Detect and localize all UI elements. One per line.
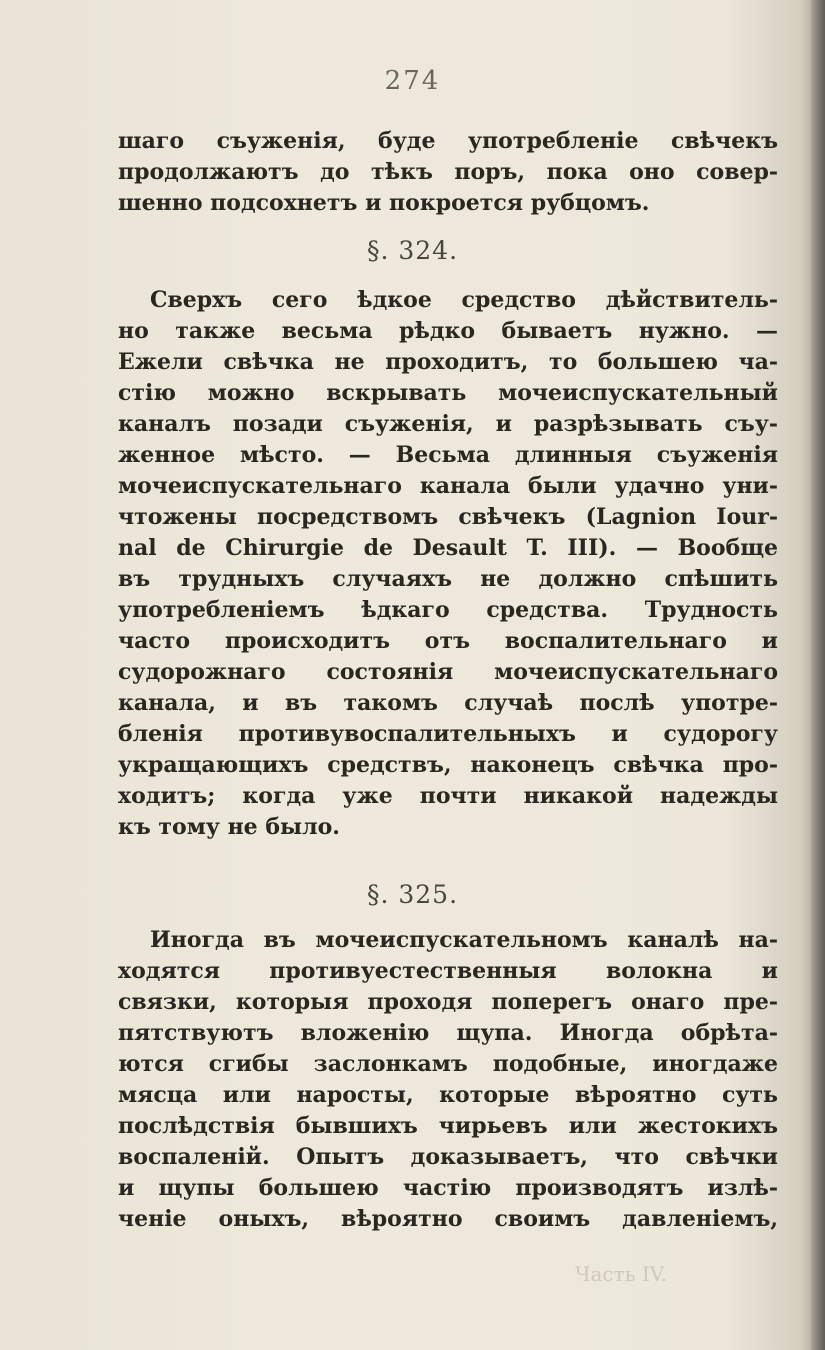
text-line: судорожнаго состоянія мочеиспускательнаго: [118, 659, 778, 685]
text-line: чтожены посредствомъ свѣчекъ (Lagnion Iour-: [118, 504, 778, 530]
text-line: шенно подсохнетъ и покроется рубцомъ.: [118, 190, 650, 216]
text-line: въ трудныхъ случаяхъ не должно спѣшить: [118, 566, 778, 592]
text-line: мочеиспускательнаго канала были удачно уни-: [118, 473, 778, 499]
text-line: часто происходитъ отъ воспалительнаго и: [118, 628, 778, 654]
text-line: женное мѣсто. — Весьма длинныя съуженія: [118, 442, 778, 468]
text-line: связки, которыя проходя поперегъ онаго пре-: [118, 989, 778, 1015]
text-line: Сверхъ сего ѣдкое средство дѣйствитель-: [150, 287, 778, 313]
text-line: и щупы большею частію производятъ излѣ-: [118, 1175, 778, 1201]
text-line: ются сгибы заслонкамъ подобные, иногдаже: [118, 1051, 778, 1077]
text-line: Ежели свѣчка не проходитъ, то большею ча-: [118, 349, 778, 375]
signature-mark: Часть IV.: [575, 1262, 668, 1286]
text-line: ходятся противуестественныя волокна и: [118, 958, 778, 984]
binding-edge: [811, 0, 825, 1350]
text-line: пятствуютъ вложенію щупа. Иногда обрѣта-: [118, 1020, 778, 1046]
text-line: ходитъ; когда уже почти никакой надежды: [118, 783, 778, 809]
text-line: каналъ позади съуженія, и разрѣзывать съу-: [118, 411, 778, 437]
page-number: 274: [384, 66, 441, 96]
text-line: къ тому не было.: [118, 814, 340, 840]
text-line: Иногда въ мочеиспускательномъ каналѣ на-: [150, 927, 778, 953]
text-line: но также весьма рѣдко бываетъ нужно. —: [118, 318, 778, 344]
section-heading-325: §. 325.: [366, 880, 459, 909]
text-line: послѣдствія бывшихъ чирьевъ или жестокихъ: [118, 1113, 778, 1139]
continuation-paragraph: [118, 126, 778, 219]
text-line: nal de Chirurgie de Desault T. III). — Вообще: [118, 535, 778, 561]
text-line: канала, и въ такомъ случаѣ послѣ употре-: [118, 690, 778, 716]
section-325-paragraph: [118, 925, 778, 1235]
text-line: шаго съуженія, буде употребленіе свѣчекъ: [118, 128, 778, 154]
text-line: стію можно вскрывать мочеиспускательный: [118, 380, 778, 406]
text-line: ченіе оныхъ, вѣроятно своимъ давленіемъ,: [118, 1206, 778, 1232]
text-line: укращающихъ средствъ, наконецъ свѣчка про-: [118, 752, 778, 778]
section-heading-324: §. 324.: [366, 236, 459, 265]
text-line: продолжаютъ до тѣкъ поръ, пока оно совер-: [118, 159, 778, 185]
text-line: воспаленій. Опытъ доказываетъ, что свѣчки: [118, 1144, 778, 1170]
text-line: бленія противувоспалительныхъ и судорогу: [118, 721, 778, 747]
section-324-paragraph: [118, 285, 778, 843]
text-line: мясца или наросты, которые вѣроятно суть: [118, 1082, 778, 1108]
text-line: употребленіемъ ѣдкаго средства. Трудность: [118, 597, 778, 623]
